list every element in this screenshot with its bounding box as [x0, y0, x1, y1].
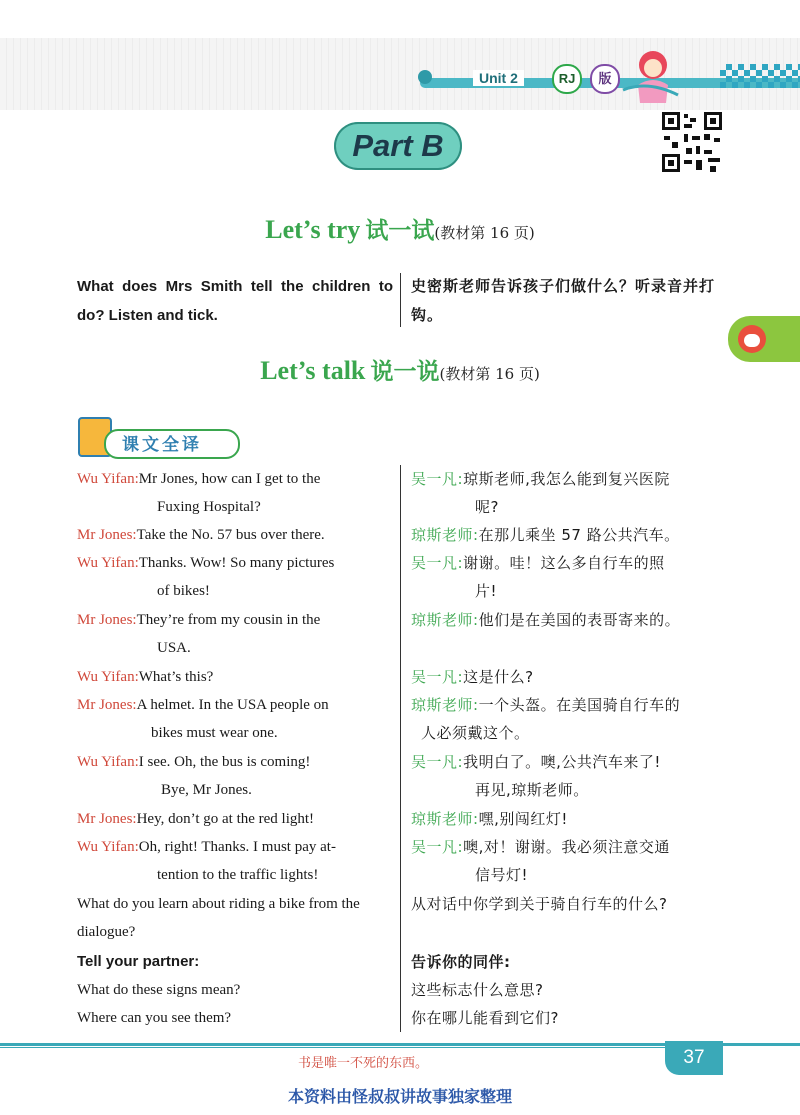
edition-badge: 版	[590, 64, 620, 94]
part-title: Part B	[334, 122, 462, 170]
girl-mascot-icon	[618, 45, 688, 105]
dialogue-divider	[400, 465, 401, 1032]
try-question-en: What does Mrs Smith tell the children to do? Listen and tick.	[77, 278, 393, 324]
try-heading: Let’s try 试一试(教材第 16 页)	[265, 215, 535, 244]
checker-pattern	[720, 64, 800, 88]
talk-heading: Let’s talk 说一说(教材第 16 页)	[260, 356, 540, 385]
translation-banner: 课文全译	[76, 415, 238, 457]
source-note: 本资料由怪叔叔讲故事独家整理	[287, 1087, 512, 1106]
unit-label: Unit 2	[473, 70, 524, 86]
qr-code-icon[interactable]	[660, 110, 724, 174]
rj-badge: RJ	[552, 64, 582, 94]
column-divider	[400, 273, 401, 327]
header-dot-icon	[418, 70, 432, 84]
footer-line-thin	[0, 1047, 690, 1048]
footer-motto: 书是唯一不死的东西。	[298, 1056, 429, 1071]
page-number: 37	[665, 1041, 723, 1075]
try-question-cn: 史密斯老师告诉孩子们做什么？听录音并打钩。	[411, 277, 716, 324]
